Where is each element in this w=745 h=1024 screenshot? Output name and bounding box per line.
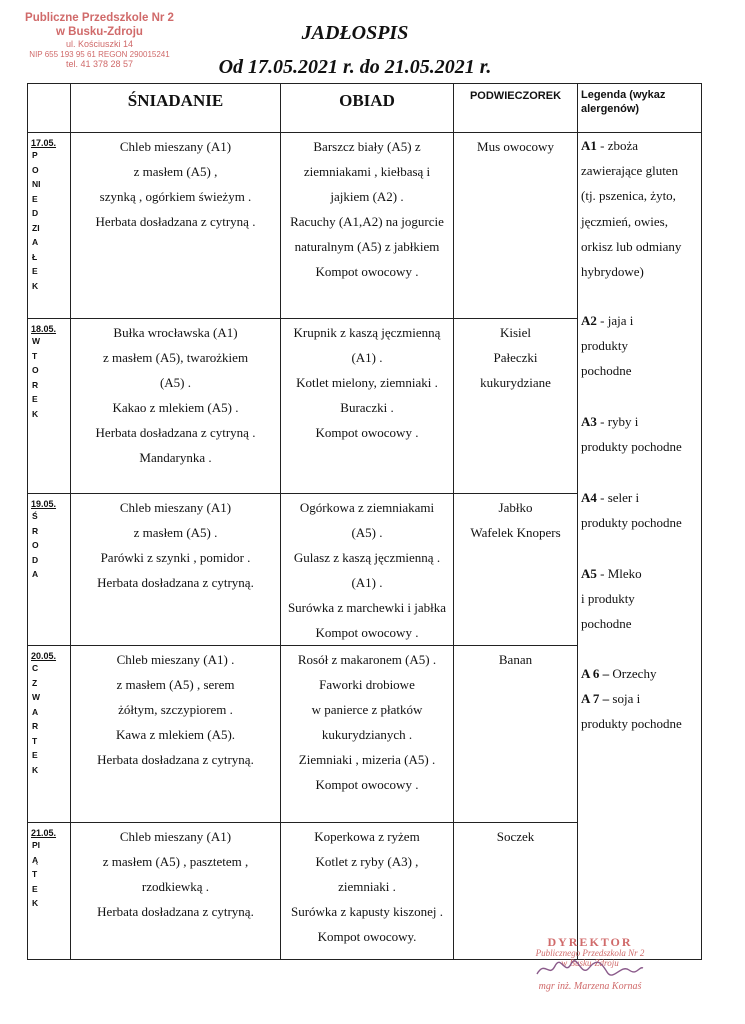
column-divider xyxy=(577,84,578,959)
day-date: 21.05. xyxy=(31,828,57,838)
allergen-code: A4 xyxy=(581,490,597,505)
menu-table xyxy=(27,83,702,960)
menu-line: Jabłko xyxy=(498,500,533,515)
menu-line: Chleb mieszany (A1) xyxy=(119,139,232,154)
lunch-cell xyxy=(281,134,453,284)
allergen-code: A3 xyxy=(581,414,597,429)
menu-line: naturalnym (A5) z jabłkiem xyxy=(294,239,440,254)
breakfast-cell xyxy=(71,824,280,924)
legend-item xyxy=(581,485,699,535)
allergen-code: A 6 – xyxy=(581,666,610,681)
menu-line: ziemniakami , kiełbasą i xyxy=(303,164,431,179)
day-date: 19.05. xyxy=(31,499,57,509)
snack-cell xyxy=(454,134,577,159)
menu-line: kukurydzianych . xyxy=(321,727,413,742)
menu-line: (A1) . xyxy=(351,350,383,365)
menu-line: Soczek xyxy=(496,829,535,844)
menu-line: Mandarynka . xyxy=(139,450,212,465)
allergen-description: - ryby i produkty pochodne xyxy=(581,414,682,455)
menu-line: Racuchy (A1,A2) na jogurcie xyxy=(290,214,444,229)
stamp-name: Publiczne Przedszkole Nr 2 xyxy=(25,12,174,24)
legend-item xyxy=(581,686,699,736)
menu-line: Koperkowa z ryżem xyxy=(314,829,420,844)
day-label xyxy=(31,651,69,777)
menu-line: kukurydziane xyxy=(480,375,551,390)
menu-line: w panierce z płatków xyxy=(311,702,423,717)
lunch-cell xyxy=(281,647,453,797)
day-name: WTOREK xyxy=(32,336,41,419)
row-divider xyxy=(28,132,577,133)
menu-line: Ziemniaki , mizeria (A5) . xyxy=(298,752,436,767)
menu-line: Herbata dosładzana z cytryną. xyxy=(97,575,254,590)
breakfast-cell xyxy=(71,647,280,772)
day-name: PONIEDZIAŁEK xyxy=(32,150,41,291)
menu-line: Barszcz biały (A5) z xyxy=(313,139,421,154)
breakfast-cell xyxy=(71,320,280,470)
snack-cell xyxy=(454,824,577,849)
menu-line: Mus owocowy xyxy=(477,139,554,154)
menu-line: żółtym, szczypiorem . xyxy=(118,702,233,717)
day-name: ŚRODA xyxy=(32,511,39,579)
legend-item xyxy=(581,561,699,637)
header-legend: Legenda (wykaz alergenów) xyxy=(581,89,666,115)
menu-line: Kompot owocowy . xyxy=(315,425,419,440)
menu-line: (A1) . xyxy=(351,575,383,590)
menu-line: Surówka z marchewki i jabłka xyxy=(287,600,447,615)
stamp-tel: tel. 41 378 28 57 xyxy=(65,59,134,70)
allergen-description: - Mleko i produkty pochodne xyxy=(581,566,642,632)
menu-line: z masłem (A5) , xyxy=(133,164,218,179)
allergen-description: - seler i produkty pochodne xyxy=(581,490,682,531)
allergen-code: A2 xyxy=(581,313,597,328)
day-name: PIĄTEK xyxy=(32,840,41,908)
menu-line: z masłem (A5) , serem xyxy=(116,677,235,692)
menu-line: (A5) . xyxy=(351,525,383,540)
allergen-code: A 7 – xyxy=(581,691,610,706)
menu-line: Herbata dosładzana z cytryną. xyxy=(97,904,254,919)
menu-line: Ogórkowa z ziemniakami xyxy=(299,500,435,515)
menu-line: Herbata dosładzana z cytryną. xyxy=(97,752,254,767)
menu-line: (A5) . xyxy=(159,375,192,390)
legend-item xyxy=(581,133,699,284)
menu-line: Kompot owocowy . xyxy=(315,777,419,792)
breakfast-cell xyxy=(71,495,280,595)
menu-line: Kawa z mlekiem (A5). xyxy=(115,727,236,742)
header-lunch: OBIAD xyxy=(339,91,395,110)
breakfast-cell xyxy=(71,134,280,234)
school-stamp xyxy=(12,12,187,70)
menu-line: ziemniaki . xyxy=(338,879,396,894)
snack-cell xyxy=(454,495,577,545)
menu-line: Herbata dosładzana z cytryną . xyxy=(95,214,256,229)
menu-line: Kompot owocowy. xyxy=(317,929,417,944)
date-range: Od 17.05.2021 r. do 21.05.2021 r. xyxy=(218,56,492,78)
legend-item xyxy=(581,661,699,686)
menu-line: Kakao z mlekiem (A5) . xyxy=(112,400,239,415)
lunch-cell xyxy=(281,495,453,645)
signature-institution: Publicznego Przedszkola Nr 2 xyxy=(535,948,645,959)
day-label xyxy=(31,499,69,582)
page-title: JADŁOSPIS xyxy=(301,22,409,44)
menu-line: jajkiem (A2) . xyxy=(330,189,404,204)
day-name: CZWARTEK xyxy=(32,663,41,775)
menu-line: z masłem (A5), twarożkiem xyxy=(102,350,249,365)
allergen-description: - jaja i produkty pochodne xyxy=(581,313,634,379)
menu-line: Chleb mieszany (A1) . xyxy=(116,652,235,667)
allergen-description: - zboża zawierające gluten (tj. pszenica, żyto, jęczmień, owies, orkisz lub odmiany hybrydowe) xyxy=(581,138,682,280)
menu-line: z masłem (A5) . xyxy=(133,525,218,540)
menu-line: Kompot owocowy . xyxy=(315,264,419,279)
stamp-city: w Busku-Zdroju xyxy=(56,25,143,38)
menu-line: Chleb mieszany (A1) xyxy=(119,829,232,844)
row-divider xyxy=(28,822,577,823)
menu-line: Rosół z makaronem (A5) . xyxy=(297,652,437,667)
snack-cell xyxy=(454,320,577,395)
day-label xyxy=(31,138,69,293)
day-label xyxy=(31,324,69,421)
stamp-nip: NIP 655 193 95 61 REGON 290015241 xyxy=(29,49,170,59)
row-divider xyxy=(28,318,577,319)
menu-line: rzodkiewką . xyxy=(141,879,210,894)
menu-line: Chleb mieszany (A1) xyxy=(119,500,232,515)
menu-line: Kotlet mielony, ziemniaki . xyxy=(296,375,438,390)
director-signature-stamp xyxy=(505,936,675,992)
day-label xyxy=(31,828,69,911)
signature-name: mgr inż. Marzena Kornaś xyxy=(538,980,642,992)
header-breakfast: ŚNIADANIE xyxy=(127,91,224,110)
allergen-description: Orzechy xyxy=(609,666,657,681)
menu-line: z masłem (A5) , pasztetem , xyxy=(102,854,249,869)
day-date: 20.05. xyxy=(31,651,57,661)
allergen-code: A5 xyxy=(581,566,597,581)
header-snack: PODWIECZOREK xyxy=(469,90,562,102)
row-divider xyxy=(28,493,577,494)
lunch-cell xyxy=(281,824,453,949)
menu-line: Surówka z kapusty kiszonej . xyxy=(290,904,443,919)
menu-line: Bułka wrocławska (A1) xyxy=(113,325,238,340)
legend-item xyxy=(581,308,699,384)
allergen-description: soja i produkty pochodne xyxy=(581,691,682,732)
stamp-street: ul. Kościuszki 14 xyxy=(65,39,134,50)
handwritten-signature-icon xyxy=(535,958,645,980)
menu-line: Parówki z szynki , pomidor . xyxy=(100,550,251,565)
row-divider xyxy=(28,645,577,646)
menu-line: Kotlet z ryby (A3) , xyxy=(315,854,419,869)
menu-line: Kompot owocowy . xyxy=(315,625,419,640)
menu-line: Krupnik z kaszą jęczmienną xyxy=(293,325,441,340)
lunch-cell xyxy=(281,320,453,445)
menu-line: Faworki drobiowe xyxy=(319,677,415,692)
menu-line: Buraczki . xyxy=(340,400,394,415)
day-date: 18.05. xyxy=(31,324,57,334)
signature-title: DYREKTOR xyxy=(547,935,633,949)
menu-line: Banan xyxy=(498,652,533,667)
menu-line: Herbata dosładzana z cytryną . xyxy=(95,425,256,440)
menu-line: Pałeczki xyxy=(493,350,538,365)
menu-line: Gulasz z kaszą jęczmienną . xyxy=(293,550,441,565)
menu-line: Kisiel xyxy=(499,325,532,340)
menu-line: szynką , ogórkiem świeżym . xyxy=(99,189,252,204)
allergen-code: A1 xyxy=(581,138,597,153)
menu-line: Wafelek Knopers xyxy=(470,525,561,540)
snack-cell xyxy=(454,647,577,672)
day-date: 17.05. xyxy=(31,138,57,148)
signature-city: w Busku-Zdroju xyxy=(561,958,619,969)
legend-item xyxy=(581,409,699,459)
